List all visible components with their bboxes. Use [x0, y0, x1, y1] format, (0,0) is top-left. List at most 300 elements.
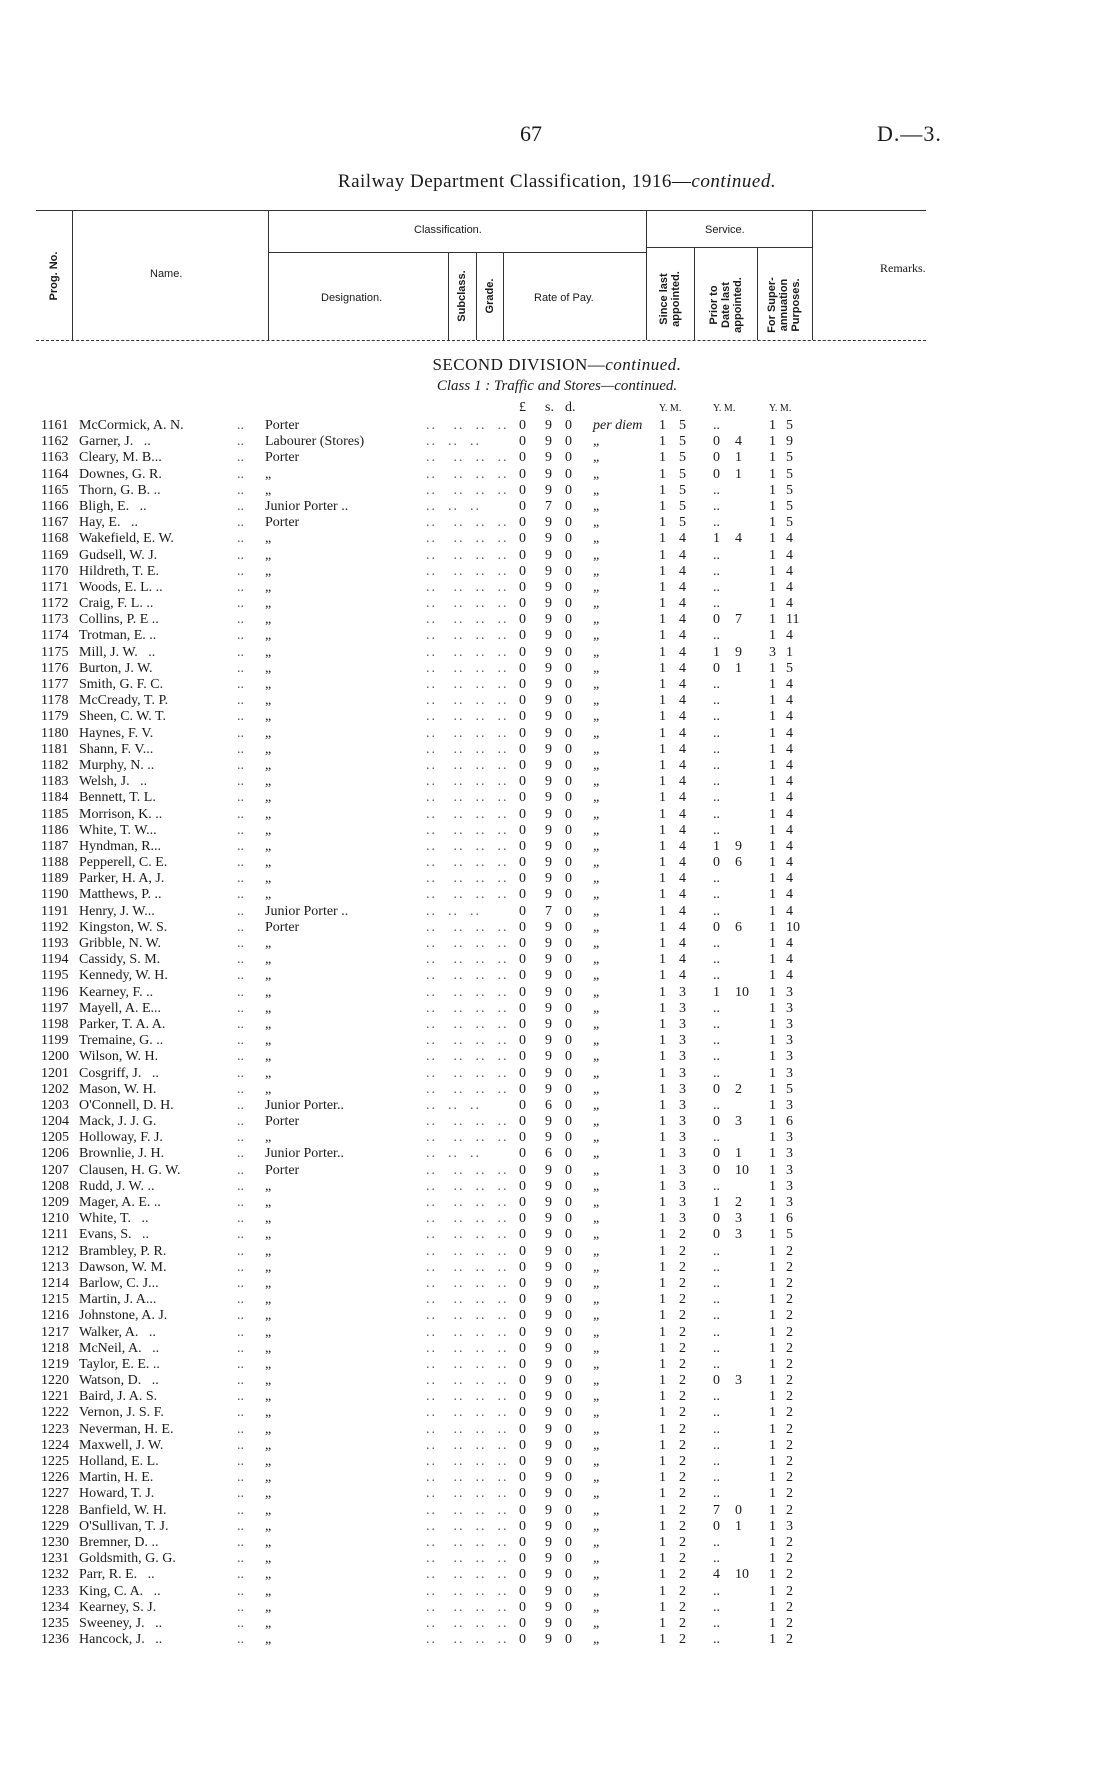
super-months: 2 — [786, 1567, 793, 1583]
since-months: 4 — [679, 677, 686, 692]
prior-months: 10 — [735, 1567, 749, 1583]
header-name: Name. — [150, 268, 183, 280]
super-years: 1 — [769, 1632, 776, 1648]
since-years: 1 — [659, 790, 666, 806]
prog-no: 1163 — [41, 450, 69, 466]
prior-years: 0 — [713, 466, 720, 482]
pay-period: „ — [593, 822, 601, 838]
leader-dots: .. — [237, 936, 244, 951]
prog-no: 1168 — [41, 531, 69, 547]
designation: „ — [265, 887, 272, 903]
designation: Porter — [265, 1162, 300, 1178]
super-years: 1 — [769, 1130, 776, 1146]
pay-shillings: 9 — [545, 1308, 552, 1324]
super-months: 2 — [786, 1421, 793, 1437]
super-years: 1 — [769, 741, 776, 757]
pay-period: „ — [593, 628, 601, 644]
leader-dots: .. .. .. .. — [426, 1324, 509, 1340]
leader-dots: .. .. .. .. — [426, 628, 509, 644]
leader-dots: .. .. .. .. — [426, 579, 509, 595]
pay-period: „ — [593, 1599, 601, 1615]
table-row — [0, 758, 1114, 774]
employee-name: Banfield, W. H. — [79, 1502, 167, 1518]
unit-prior: Y. M. — [713, 403, 736, 414]
leader-dots: .. — [237, 1162, 244, 1178]
since-years: 1 — [659, 450, 666, 466]
super-years: 1 — [769, 806, 776, 822]
leader-dots: .. — [237, 1518, 244, 1534]
pay-pounds: 0 — [519, 1340, 526, 1356]
pay-pounds: 0 — [519, 1227, 526, 1243]
super-years: 1 — [769, 677, 776, 692]
designation: „ — [265, 1275, 272, 1291]
pay-shillings: 9 — [545, 887, 552, 903]
leader-dots: .. .. .. — [426, 903, 481, 919]
super-months: 3 — [786, 1049, 793, 1065]
pay-period: „ — [593, 919, 601, 935]
since-months: 4 — [679, 579, 686, 595]
leader-dots: .. — [237, 774, 244, 790]
table-row — [0, 548, 1114, 564]
pay-period: „ — [593, 1454, 601, 1469]
since-months: 2 — [679, 1599, 686, 1615]
header-rate-of-pay: Rate of Pay. — [534, 292, 594, 304]
table-row — [0, 1066, 1114, 1082]
prior-months: 6 — [735, 919, 742, 935]
prog-no: 1187 — [41, 838, 69, 854]
since-years: 1 — [659, 466, 666, 482]
leader-dots: .. — [237, 1356, 244, 1372]
prior-years: .. — [713, 790, 720, 806]
leader-dots: .. .. .. .. — [426, 1340, 509, 1356]
leader-dots: .. .. .. .. — [426, 1551, 509, 1567]
pay-period: „ — [593, 1114, 601, 1130]
prior-years: .. — [713, 515, 720, 531]
prog-no: 1184 — [41, 790, 69, 806]
header-designation: Designation. — [321, 292, 383, 304]
pay-period: „ — [593, 677, 601, 692]
leader-dots: .. — [237, 1534, 244, 1550]
leader-dots: .. .. .. .. — [426, 1016, 509, 1032]
pay-period: „ — [593, 1146, 601, 1162]
employee-name: Clausen, H. G. W. — [79, 1162, 181, 1178]
pay-period: „ — [593, 1227, 601, 1243]
since-years: 1 — [659, 725, 666, 741]
super-months: 2 — [786, 1486, 793, 1502]
pay-shillings: 9 — [545, 1340, 552, 1356]
leader-dots: .. .. .. .. — [426, 790, 509, 806]
pay-period: „ — [593, 1502, 601, 1518]
table-row — [0, 904, 1114, 920]
leader-dots: .. — [237, 1227, 244, 1243]
super-months: 5 — [786, 515, 793, 531]
prior-years: .. — [713, 1356, 720, 1372]
leader-dots: .. .. .. .. — [426, 1632, 509, 1648]
table-row — [0, 1017, 1114, 1033]
since-years: 1 — [659, 1599, 666, 1615]
classification-rows — [0, 418, 1114, 1648]
prog-no: 1161 — [41, 418, 69, 433]
leader-dots: .. .. .. .. — [426, 741, 509, 757]
prog-no: 1175 — [41, 644, 69, 660]
super-months: 4 — [786, 871, 793, 887]
table-row — [0, 1130, 1114, 1146]
leader-dots: .. — [237, 1114, 244, 1130]
prog-no: 1176 — [41, 660, 69, 676]
employee-name: Morrison, K. .. — [79, 806, 163, 822]
leader-dots: .. .. .. .. — [426, 1114, 509, 1130]
super-years: 1 — [769, 871, 776, 887]
leader-dots: .. .. .. .. — [426, 1454, 509, 1469]
pay-pounds: 0 — [519, 1632, 526, 1648]
leader-dots: .. .. .. .. — [426, 612, 509, 628]
header-service: Service. — [705, 224, 745, 236]
super-months: 2 — [786, 1470, 793, 1486]
employee-name: Maxwell, J. W. — [79, 1437, 164, 1453]
super-years: 1 — [769, 757, 776, 773]
table-row — [0, 645, 1114, 661]
table-row — [0, 1405, 1114, 1421]
pay-shillings: 9 — [545, 1324, 552, 1340]
pay-pence: 0 — [565, 579, 572, 595]
super-months: 4 — [786, 709, 793, 725]
prog-no: 1172 — [41, 596, 69, 612]
leader-dots: .. — [237, 1033, 244, 1049]
prog-no: 1162 — [41, 434, 69, 450]
since-months: 4 — [679, 596, 686, 612]
pay-pence: 0 — [565, 466, 572, 482]
pay-pence: 0 — [565, 1130, 572, 1146]
table-row — [0, 774, 1114, 790]
pay-pence: 0 — [565, 612, 572, 628]
designation: „ — [265, 709, 272, 725]
class-heading: Class 1 : Traffic and Stores—continued. — [436, 378, 678, 394]
employee-name: Johnstone, A. J. — [79, 1308, 168, 1324]
leader-dots: .. .. .. .. — [426, 563, 509, 579]
employee-name: Holloway, F. J. — [79, 1130, 163, 1146]
pay-period: „ — [593, 1292, 601, 1308]
designation: „ — [265, 822, 272, 838]
pay-pounds: 0 — [519, 677, 526, 692]
designation: „ — [265, 1437, 272, 1453]
prior-months: 3 — [735, 1373, 742, 1389]
pay-period: „ — [593, 1518, 601, 1534]
prog-no: 1220 — [41, 1373, 69, 1389]
employee-name: Parr, R. E. .. — [79, 1567, 155, 1583]
since-years: 1 — [659, 1178, 666, 1194]
pay-period: „ — [593, 434, 601, 450]
unit-pounds: £ — [519, 400, 526, 415]
since-years: 1 — [659, 515, 666, 531]
super-years: 1 — [769, 1162, 776, 1178]
leader-dots: .. .. .. .. — [426, 936, 509, 951]
pay-period: „ — [593, 1065, 601, 1081]
pay-period: „ — [593, 790, 601, 806]
leader-dots: .. .. .. .. — [426, 418, 509, 433]
pay-pounds: 0 — [519, 1389, 526, 1405]
prog-no: 1229 — [41, 1518, 69, 1534]
table-row — [0, 1357, 1114, 1373]
table-row — [0, 823, 1114, 839]
super-years: 1 — [769, 1227, 776, 1243]
leader-dots: .. — [237, 1632, 244, 1648]
pay-shillings: 9 — [545, 774, 552, 790]
employee-name: Holland, E. L. — [79, 1454, 159, 1469]
employee-name: Hancock, J. .. — [79, 1632, 163, 1648]
pay-period: „ — [593, 1632, 601, 1648]
pay-shillings: 9 — [545, 466, 552, 482]
designation: „ — [265, 790, 272, 806]
super-months: 3 — [786, 1097, 793, 1113]
since-years: 1 — [659, 1211, 666, 1227]
table-row — [0, 920, 1114, 936]
pay-shillings: 9 — [545, 1421, 552, 1437]
prog-no: 1218 — [41, 1340, 69, 1356]
employee-name: Baird, J. A. S. — [79, 1389, 158, 1405]
since-years: 1 — [659, 1340, 666, 1356]
prior-years: .. — [713, 1049, 720, 1065]
leader-dots: .. — [237, 515, 244, 531]
super-months: 5 — [786, 498, 793, 514]
pay-period: per diem — [593, 418, 643, 433]
pay-pounds: 0 — [519, 903, 526, 919]
pay-period: „ — [593, 547, 601, 563]
designation: „ — [265, 1615, 272, 1631]
pay-pence: 0 — [565, 1421, 572, 1437]
pay-pence: 0 — [565, 677, 572, 692]
super-months: 4 — [786, 563, 793, 579]
pay-pence: 0 — [565, 1373, 572, 1389]
leader-dots: .. .. .. .. — [426, 1534, 509, 1550]
super-years: 1 — [769, 1324, 776, 1340]
pay-pence: 0 — [565, 1324, 572, 1340]
pay-period: „ — [593, 531, 601, 547]
pay-pounds: 0 — [519, 887, 526, 903]
since-months: 4 — [679, 693, 686, 709]
pay-pounds: 0 — [519, 1421, 526, 1437]
super-years: 1 — [769, 628, 776, 644]
prog-no: 1178 — [41, 693, 69, 709]
pay-pence: 0 — [565, 563, 572, 579]
since-months: 5 — [679, 450, 686, 466]
employee-name: Howard, T. J. — [79, 1486, 155, 1502]
prior-months: 7 — [735, 612, 742, 628]
pay-period: „ — [593, 1551, 601, 1567]
since-years: 1 — [659, 822, 666, 838]
since-years: 1 — [659, 1502, 666, 1518]
since-months: 2 — [679, 1340, 686, 1356]
prog-no: 1206 — [41, 1146, 69, 1162]
leader-dots: .. .. .. .. — [426, 1421, 509, 1437]
prog-no: 1221 — [41, 1389, 69, 1405]
prog-no: 1227 — [41, 1486, 69, 1502]
since-years: 1 — [659, 1000, 666, 1016]
leader-dots: .. .. .. .. — [426, 1195, 509, 1210]
pay-period: „ — [593, 1130, 601, 1146]
super-months: 2 — [786, 1599, 793, 1615]
table-row — [0, 1179, 1114, 1195]
super-months: 3 — [786, 1178, 793, 1194]
unit-since: Y. M. — [659, 403, 682, 414]
pay-pence: 0 — [565, 1308, 572, 1324]
designation: „ — [265, 1356, 272, 1372]
pay-shillings: 9 — [545, 418, 552, 433]
prior-months: 10 — [735, 984, 749, 1000]
employee-name: Bremner, D. .. — [79, 1534, 159, 1550]
pay-shillings: 9 — [545, 1389, 552, 1405]
pay-period: „ — [593, 596, 601, 612]
prior-years: .. — [713, 1389, 720, 1405]
pay-pence: 0 — [565, 434, 572, 450]
employee-name: Evans, S. .. — [79, 1227, 149, 1243]
super-years: 1 — [769, 1599, 776, 1615]
leader-dots: .. .. .. .. — [426, 1470, 509, 1486]
since-months: 3 — [679, 1114, 686, 1130]
prog-no: 1199 — [41, 1033, 69, 1049]
pay-shillings: 9 — [545, 1599, 552, 1615]
pay-shillings: 9 — [545, 1502, 552, 1518]
table-row — [0, 1584, 1114, 1600]
designation: Porter — [265, 515, 300, 531]
leader-dots: .. .. .. .. — [426, 806, 509, 822]
employee-name: Haynes, F. V. — [79, 725, 154, 741]
leader-dots: .. .. .. .. — [426, 1373, 509, 1389]
employee-name: Kearney, S. J. — [79, 1599, 157, 1615]
prog-no: 1210 — [41, 1211, 69, 1227]
employee-name: O'Connell, D. H. — [79, 1097, 174, 1113]
leader-dots: .. — [237, 547, 244, 563]
pay-pounds: 0 — [519, 1065, 526, 1081]
table-row — [0, 936, 1114, 952]
since-years: 1 — [659, 757, 666, 773]
super-years: 1 — [769, 660, 776, 676]
table-row — [0, 1033, 1114, 1049]
pay-pounds: 0 — [519, 482, 526, 498]
super-months: 2 — [786, 1551, 793, 1567]
since-years: 1 — [659, 968, 666, 984]
since-years: 1 — [659, 1049, 666, 1065]
leader-dots: .. .. .. .. — [426, 1292, 509, 1308]
pay-shillings: 9 — [545, 515, 552, 531]
unit-pence: d. — [565, 400, 576, 415]
pay-period: „ — [593, 855, 601, 871]
designation: Porter — [265, 450, 300, 466]
pay-period: „ — [593, 482, 601, 498]
pay-pence: 0 — [565, 1033, 572, 1049]
prog-no: 1195 — [41, 968, 69, 984]
since-months: 3 — [679, 1033, 686, 1049]
super-months: 3 — [786, 1146, 793, 1162]
since-months: 4 — [679, 806, 686, 822]
division-heading — [0, 355, 1114, 375]
prog-no: 1211 — [41, 1227, 69, 1243]
leader-dots: .. .. .. — [426, 1146, 481, 1162]
prior-years: .. — [713, 1097, 720, 1113]
header-remarks: Remarks. — [880, 261, 926, 275]
leader-dots: .. — [237, 628, 244, 644]
employee-name: Cosgriff, J. .. — [79, 1065, 159, 1081]
prior-years: .. — [713, 1000, 720, 1016]
pay-shillings: 9 — [545, 984, 552, 1000]
since-years: 1 — [659, 936, 666, 951]
super-months: 2 — [786, 1632, 793, 1648]
prior-years: 1 — [713, 644, 720, 660]
employee-name: Sweeney, J. .. — [79, 1615, 163, 1631]
since-years: 1 — [659, 628, 666, 644]
leader-dots: .. .. .. .. — [426, 1259, 509, 1275]
employee-name: Martin, H. E. — [79, 1470, 154, 1486]
since-years: 1 — [659, 1033, 666, 1049]
since-months: 4 — [679, 919, 686, 935]
super-years: 1 — [769, 919, 776, 935]
prior-months: 6 — [735, 855, 742, 871]
since-years: 1 — [659, 1146, 666, 1162]
since-months: 2 — [679, 1567, 686, 1583]
super-months: 2 — [786, 1373, 793, 1389]
since-months: 4 — [679, 903, 686, 919]
pay-pounds: 0 — [519, 1518, 526, 1534]
prog-no: 1222 — [41, 1405, 69, 1421]
pay-period: „ — [593, 968, 601, 984]
pay-pounds: 0 — [519, 1615, 526, 1631]
pay-period: „ — [593, 725, 601, 741]
since-years: 1 — [659, 1162, 666, 1178]
leader-dots: .. — [237, 1000, 244, 1016]
employee-name: Brambley, P. R. — [79, 1243, 167, 1259]
super-months: 2 — [786, 1308, 793, 1324]
pay-pence: 0 — [565, 1259, 572, 1275]
super-years: 1 — [769, 984, 776, 1000]
since-years: 1 — [659, 1373, 666, 1389]
leader-dots: .. .. .. .. — [426, 482, 509, 498]
super-years: 1 — [769, 1259, 776, 1275]
super-months: 4 — [786, 968, 793, 984]
leader-dots: .. .. .. .. — [426, 1033, 509, 1049]
pay-pounds: 0 — [519, 466, 526, 482]
leader-dots: .. — [237, 579, 244, 595]
super-months: 2 — [786, 1583, 793, 1599]
employee-name: King, C. A. .. — [79, 1583, 161, 1599]
prog-no: 1204 — [41, 1114, 69, 1130]
leader-dots: .. .. .. .. — [426, 984, 509, 1000]
table-row — [0, 1325, 1114, 1341]
prior-years: 0 — [713, 1114, 720, 1130]
pay-shillings: 9 — [545, 1518, 552, 1534]
table-row — [0, 1567, 1114, 1583]
super-months: 11 — [786, 612, 800, 628]
pay-period: „ — [593, 1259, 601, 1275]
pay-period: „ — [593, 774, 601, 790]
super-months: 5 — [786, 660, 793, 676]
super-years: 1 — [769, 466, 776, 482]
super-months: 2 — [786, 1243, 793, 1259]
prior-years: 0 — [713, 1211, 720, 1227]
super-years: 1 — [769, 725, 776, 741]
leader-dots: .. .. .. .. — [426, 1615, 509, 1631]
leader-dots: .. .. .. .. — [426, 1065, 509, 1081]
prior-years: .. — [713, 482, 720, 498]
since-years: 1 — [659, 903, 666, 919]
table-row — [0, 531, 1114, 547]
prior-months: 10 — [735, 1162, 749, 1178]
pay-period: „ — [593, 450, 601, 466]
prog-no: 1219 — [41, 1356, 69, 1372]
leader-dots: .. — [237, 531, 244, 547]
pay-pounds: 0 — [519, 450, 526, 466]
pay-pence: 0 — [565, 757, 572, 773]
pay-period: „ — [593, 1016, 601, 1032]
designation: „ — [265, 547, 272, 563]
